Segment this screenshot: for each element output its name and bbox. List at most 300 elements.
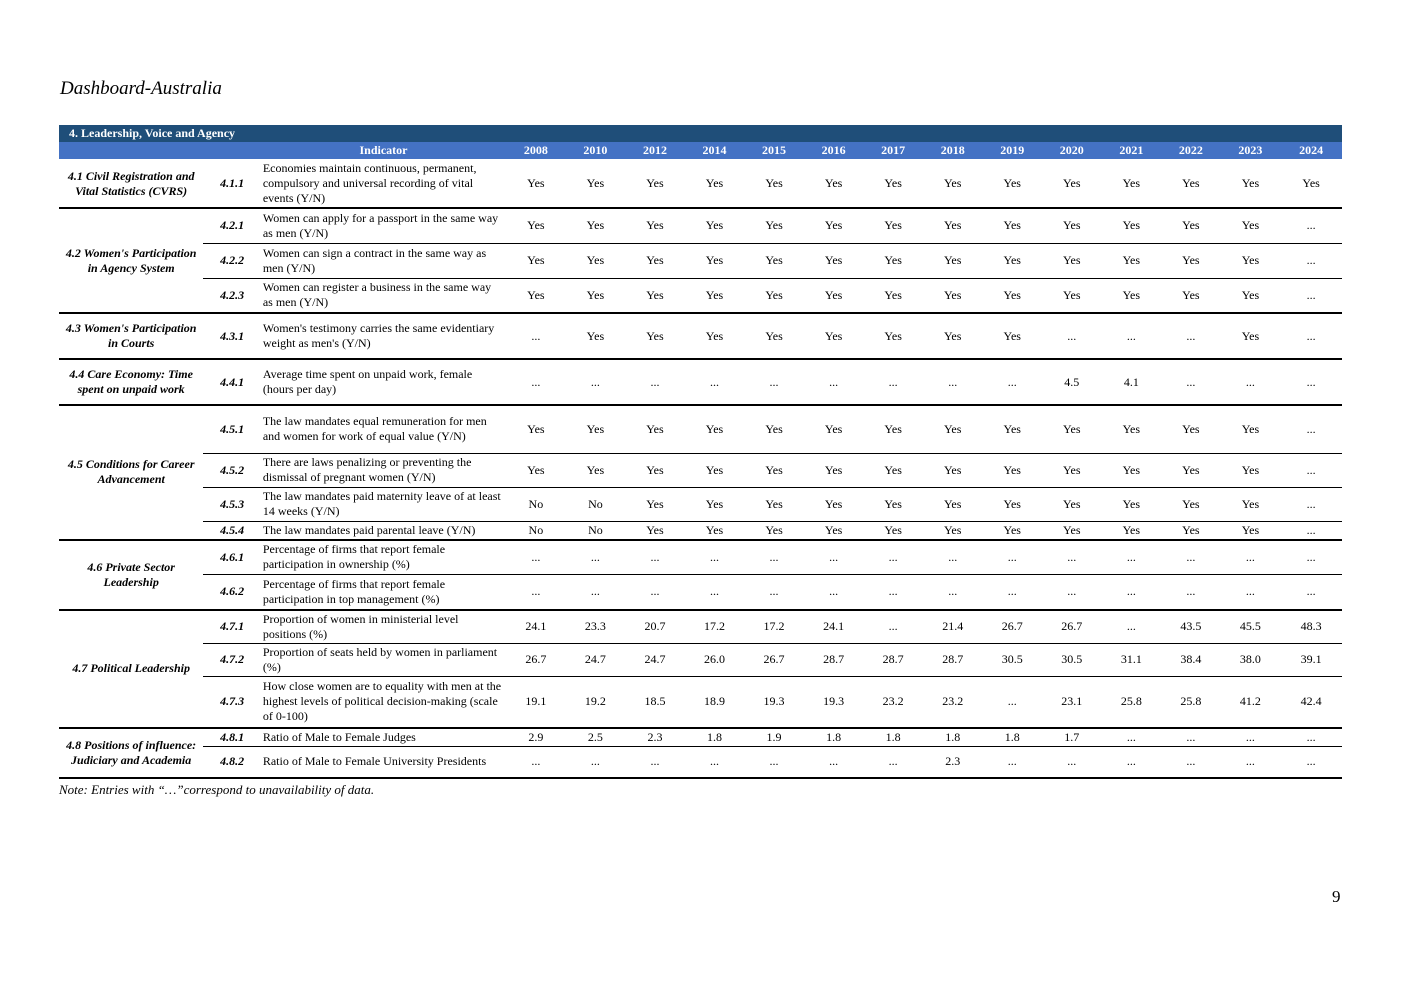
value-cell: Yes bbox=[863, 313, 923, 359]
table-row bbox=[59, 643, 1342, 676]
indicator-code: 4.2.2 bbox=[203, 243, 261, 278]
table-row bbox=[59, 243, 1342, 278]
value-cell: No bbox=[506, 487, 566, 521]
value-cell: ... bbox=[685, 359, 745, 405]
value-cell: 1.8 bbox=[982, 728, 1042, 747]
group-label: 4.8 Positions of influence: Judiciary and Academia bbox=[59, 728, 203, 778]
value-cell: 24.1 bbox=[804, 610, 864, 644]
value-cell: Yes bbox=[863, 405, 923, 453]
value-cell: 23.1 bbox=[1042, 676, 1102, 728]
value-cell: Yes bbox=[923, 278, 983, 313]
value-cell: Yes bbox=[923, 521, 983, 540]
value-cell: 26.7 bbox=[982, 610, 1042, 644]
value-cell: Yes bbox=[506, 278, 566, 313]
year-header: 2022 bbox=[1161, 142, 1221, 160]
value-cell: ... bbox=[1042, 540, 1102, 575]
value-cell: Yes bbox=[863, 243, 923, 278]
value-cell: Yes bbox=[804, 243, 864, 278]
table-row bbox=[59, 208, 1342, 243]
value-cell: 24.7 bbox=[625, 643, 685, 676]
value-cell: Yes bbox=[982, 487, 1042, 521]
value-cell: ... bbox=[982, 575, 1042, 610]
value-cell: 26.7 bbox=[506, 643, 566, 676]
indicator-description: Average time spent on unpaid work, female (hours per day) bbox=[261, 359, 506, 405]
value-cell: ... bbox=[744, 540, 804, 575]
indicator-description: Percentage of firms that report female participation in top management (%) bbox=[261, 575, 506, 610]
value-cell: 24.1 bbox=[506, 610, 566, 644]
value-cell: 41.2 bbox=[1221, 676, 1281, 728]
value-cell: ... bbox=[982, 747, 1042, 778]
indicator-table-container bbox=[59, 125, 1342, 779]
value-cell: Yes bbox=[1221, 313, 1281, 359]
value-cell: Yes bbox=[625, 313, 685, 359]
value-cell: 23.2 bbox=[863, 676, 923, 728]
value-cell: Yes bbox=[1221, 405, 1281, 453]
value-cell: Yes bbox=[1161, 487, 1221, 521]
value-cell: Yes bbox=[685, 521, 745, 540]
value-cell: Yes bbox=[625, 405, 685, 453]
table-row bbox=[59, 676, 1342, 728]
table-row bbox=[59, 160, 1342, 209]
value-cell: 45.5 bbox=[1221, 610, 1281, 644]
value-cell: 48.3 bbox=[1280, 610, 1342, 644]
year-header: 2019 bbox=[982, 142, 1042, 160]
value-cell: Yes bbox=[804, 278, 864, 313]
value-cell: ... bbox=[744, 747, 804, 778]
indicator-code: 4.5.4 bbox=[203, 521, 261, 540]
indicator-code: 4.7.3 bbox=[203, 676, 261, 728]
value-cell: Yes bbox=[863, 453, 923, 487]
value-cell: Yes bbox=[1221, 208, 1281, 243]
indicator-code: 4.5.1 bbox=[203, 405, 261, 453]
value-cell: 20.7 bbox=[625, 610, 685, 644]
section-title: 4. Leadership, Voice and Agency bbox=[59, 125, 1342, 142]
value-cell: ... bbox=[1280, 313, 1342, 359]
indicator-description: Ratio of Male to Female Judges bbox=[261, 728, 506, 747]
value-cell: 26.7 bbox=[744, 643, 804, 676]
value-cell: Yes bbox=[566, 453, 626, 487]
value-cell: 23.3 bbox=[566, 610, 626, 644]
value-cell: Yes bbox=[1102, 278, 1162, 313]
value-cell: ... bbox=[1280, 359, 1342, 405]
value-cell: Yes bbox=[506, 243, 566, 278]
group-label: 4.1 Civil Registration and Vital Statistics (CVRS) bbox=[59, 160, 203, 209]
year-header: 2008 bbox=[506, 142, 566, 160]
year-header: 2016 bbox=[804, 142, 864, 160]
value-cell: 28.7 bbox=[923, 643, 983, 676]
value-cell: 1.8 bbox=[863, 728, 923, 747]
page-number: 9 bbox=[1332, 887, 1341, 906]
value-cell: ... bbox=[1161, 359, 1221, 405]
value-cell: ... bbox=[1221, 728, 1281, 747]
value-cell: ... bbox=[566, 540, 626, 575]
value-cell: Yes bbox=[1161, 453, 1221, 487]
value-cell: ... bbox=[804, 359, 864, 405]
value-cell: Yes bbox=[923, 243, 983, 278]
value-cell: ... bbox=[1221, 359, 1281, 405]
value-cell: ... bbox=[566, 359, 626, 405]
value-cell: Yes bbox=[1221, 453, 1281, 487]
value-cell: ... bbox=[1280, 540, 1342, 575]
indicator-code: 4.5.2 bbox=[203, 453, 261, 487]
year-header: 2015 bbox=[744, 142, 804, 160]
value-cell: ... bbox=[1102, 610, 1162, 644]
value-cell: Yes bbox=[625, 521, 685, 540]
value-cell: Yes bbox=[744, 487, 804, 521]
value-cell: Yes bbox=[863, 521, 923, 540]
value-cell: ... bbox=[625, 359, 685, 405]
value-cell: Yes bbox=[685, 160, 745, 209]
indicator-description: The law mandates equal remuneration for men and women for work of equal value (Y/N) bbox=[261, 405, 506, 453]
value-cell: Yes bbox=[923, 453, 983, 487]
year-header: 2023 bbox=[1221, 142, 1281, 160]
value-cell: ... bbox=[685, 575, 745, 610]
value-cell: ... bbox=[506, 747, 566, 778]
value-cell: Yes bbox=[1102, 487, 1162, 521]
indicator-description: Proportion of seats held by women in parliament (%) bbox=[261, 643, 506, 676]
value-cell: Yes bbox=[1102, 208, 1162, 243]
value-cell: Yes bbox=[566, 243, 626, 278]
value-cell: Yes bbox=[923, 313, 983, 359]
value-cell: 30.5 bbox=[982, 643, 1042, 676]
value-cell: Yes bbox=[923, 405, 983, 453]
value-cell: Yes bbox=[625, 487, 685, 521]
value-cell: ... bbox=[1280, 243, 1342, 278]
value-cell: Yes bbox=[1221, 278, 1281, 313]
value-cell: 38.4 bbox=[1161, 643, 1221, 676]
value-cell: ... bbox=[1280, 405, 1342, 453]
value-cell: No bbox=[566, 487, 626, 521]
code-header-cell bbox=[203, 142, 261, 160]
value-cell: Yes bbox=[1042, 160, 1102, 209]
value-cell: 2.3 bbox=[923, 747, 983, 778]
value-cell: Yes bbox=[625, 208, 685, 243]
value-cell: ... bbox=[982, 676, 1042, 728]
value-cell: ... bbox=[506, 359, 566, 405]
value-cell: ... bbox=[1280, 521, 1342, 540]
value-cell: Yes bbox=[625, 160, 685, 209]
value-cell: Yes bbox=[1221, 521, 1281, 540]
value-cell: ... bbox=[685, 747, 745, 778]
indicator-code: 4.5.3 bbox=[203, 487, 261, 521]
value-cell: ... bbox=[506, 313, 566, 359]
value-cell: No bbox=[566, 521, 626, 540]
value-cell: ... bbox=[1161, 728, 1221, 747]
value-cell: 2.5 bbox=[566, 728, 626, 747]
year-header: 2018 bbox=[923, 142, 983, 160]
value-cell: Yes bbox=[744, 243, 804, 278]
value-cell: Yes bbox=[982, 521, 1042, 540]
value-cell: Yes bbox=[982, 208, 1042, 243]
value-cell: ... bbox=[982, 359, 1042, 405]
value-cell: ... bbox=[1280, 575, 1342, 610]
indicator-description: Ratio of Male to Female University Presidents bbox=[261, 747, 506, 778]
value-cell: Yes bbox=[1102, 453, 1162, 487]
indicator-code: 4.6.2 bbox=[203, 575, 261, 610]
group-label: 4.5 Conditions for Career Advancement bbox=[59, 405, 203, 540]
value-cell: Yes bbox=[982, 278, 1042, 313]
year-header: 2012 bbox=[625, 142, 685, 160]
group-header-cell bbox=[59, 142, 203, 160]
table-row bbox=[59, 278, 1342, 313]
indicator-code: 4.2.3 bbox=[203, 278, 261, 313]
value-cell: Yes bbox=[863, 487, 923, 521]
value-cell: Yes bbox=[744, 208, 804, 243]
value-cell: 2.9 bbox=[506, 728, 566, 747]
value-cell: 30.5 bbox=[1042, 643, 1102, 676]
value-cell: ... bbox=[625, 540, 685, 575]
indicator-code: 4.8.1 bbox=[203, 728, 261, 747]
value-cell: Yes bbox=[625, 278, 685, 313]
value-cell: ... bbox=[923, 359, 983, 405]
value-cell: Yes bbox=[744, 313, 804, 359]
value-cell: ... bbox=[506, 540, 566, 575]
value-cell: ... bbox=[804, 747, 864, 778]
column-header-row bbox=[59, 142, 1342, 160]
value-cell: Yes bbox=[744, 453, 804, 487]
value-cell: ... bbox=[982, 540, 1042, 575]
value-cell: Yes bbox=[923, 208, 983, 243]
table-row bbox=[59, 728, 1342, 747]
value-cell: Yes bbox=[506, 453, 566, 487]
value-cell: 25.8 bbox=[1161, 676, 1221, 728]
value-cell: 43.5 bbox=[1161, 610, 1221, 644]
value-cell: 24.7 bbox=[566, 643, 626, 676]
indicator-code: 4.8.2 bbox=[203, 747, 261, 778]
value-cell: Yes bbox=[1221, 487, 1281, 521]
value-cell: Yes bbox=[1161, 405, 1221, 453]
value-cell: Yes bbox=[506, 405, 566, 453]
value-cell: ... bbox=[1161, 540, 1221, 575]
value-cell: 42.4 bbox=[1280, 676, 1342, 728]
value-cell: Yes bbox=[1102, 521, 1162, 540]
value-cell: ... bbox=[1280, 728, 1342, 747]
value-cell: ... bbox=[1280, 487, 1342, 521]
value-cell: 19.1 bbox=[506, 676, 566, 728]
indicator-description: There are laws penalizing or preventing the dismissal of pregnant women (Y/N) bbox=[261, 453, 506, 487]
group-label: 4.6 Private Sector Leadership bbox=[59, 540, 203, 610]
value-cell: Yes bbox=[863, 208, 923, 243]
value-cell: No bbox=[506, 521, 566, 540]
value-cell: Yes bbox=[1042, 487, 1102, 521]
value-cell: 21.4 bbox=[923, 610, 983, 644]
indicator-description: The law mandates paid parental leave (Y/N) bbox=[261, 521, 506, 540]
value-cell: Yes bbox=[804, 487, 864, 521]
value-cell: Yes bbox=[1161, 208, 1221, 243]
group-label: 4.3 Women's Participation in Courts bbox=[59, 313, 203, 359]
value-cell: Yes bbox=[506, 160, 566, 209]
group-label: 4.2 Women's Participation in Agency System bbox=[59, 208, 203, 313]
value-cell: ... bbox=[566, 575, 626, 610]
value-cell: ... bbox=[744, 575, 804, 610]
value-cell: ... bbox=[1221, 575, 1281, 610]
value-cell: 1.8 bbox=[685, 728, 745, 747]
indicator-code: 4.2.1 bbox=[203, 208, 261, 243]
value-cell: ... bbox=[863, 575, 923, 610]
value-cell: ... bbox=[923, 540, 983, 575]
value-cell: Yes bbox=[1161, 278, 1221, 313]
indicator-description: The law mandates paid maternity leave of at least 14 weeks (Y/N) bbox=[261, 487, 506, 521]
table-row bbox=[59, 359, 1342, 405]
value-cell: Yes bbox=[685, 453, 745, 487]
indicator-code: 4.7.1 bbox=[203, 610, 261, 644]
year-header: 2024 bbox=[1280, 142, 1342, 160]
value-cell: 38.0 bbox=[1221, 643, 1281, 676]
value-cell: Yes bbox=[923, 487, 983, 521]
value-cell: Yes bbox=[1102, 160, 1162, 209]
year-header: 2010 bbox=[566, 142, 626, 160]
value-cell: 17.2 bbox=[685, 610, 745, 644]
value-cell: ... bbox=[1161, 575, 1221, 610]
year-header: 2017 bbox=[863, 142, 923, 160]
value-cell: Yes bbox=[685, 208, 745, 243]
value-cell: Yes bbox=[982, 160, 1042, 209]
value-cell: Yes bbox=[804, 521, 864, 540]
value-cell: ... bbox=[1280, 278, 1342, 313]
value-cell: 39.1 bbox=[1280, 643, 1342, 676]
value-cell: Yes bbox=[685, 487, 745, 521]
document-title: Dashboard-Australia bbox=[60, 78, 222, 99]
indicator-description: How close women are to equality with men at the highest levels of political decision-making (scale of 0-100) bbox=[261, 676, 506, 728]
indicator-code: 4.1.1 bbox=[203, 160, 261, 209]
value-cell: 18.5 bbox=[625, 676, 685, 728]
indicator-code: 4.3.1 bbox=[203, 313, 261, 359]
value-cell: Yes bbox=[804, 405, 864, 453]
value-cell: Yes bbox=[804, 453, 864, 487]
table-row bbox=[59, 521, 1342, 540]
value-cell: ... bbox=[1280, 453, 1342, 487]
value-cell: 19.3 bbox=[744, 676, 804, 728]
value-cell: Yes bbox=[982, 405, 1042, 453]
group-label: 4.4 Care Economy: Time spent on unpaid work bbox=[59, 359, 203, 405]
value-cell: Yes bbox=[1161, 160, 1221, 209]
value-cell: ... bbox=[1161, 747, 1221, 778]
value-cell: 4.5 bbox=[1042, 359, 1102, 405]
value-cell: 28.7 bbox=[863, 643, 923, 676]
group-label: 4.7 Political Leadership bbox=[59, 610, 203, 729]
indicator-table bbox=[59, 125, 1342, 779]
value-cell: ... bbox=[863, 359, 923, 405]
value-cell: Yes bbox=[685, 278, 745, 313]
value-cell: ... bbox=[804, 575, 864, 610]
table-row bbox=[59, 575, 1342, 610]
value-cell: ... bbox=[1102, 728, 1162, 747]
value-cell: ... bbox=[1280, 208, 1342, 243]
value-cell: Yes bbox=[685, 243, 745, 278]
value-cell: Yes bbox=[685, 405, 745, 453]
indicator-description: Women can register a business in the same way as men (Y/N) bbox=[261, 278, 506, 313]
table-note: Note: Entries with “…”correspond to unavailability of data. bbox=[59, 782, 375, 797]
value-cell: ... bbox=[863, 610, 923, 644]
value-cell: ... bbox=[923, 575, 983, 610]
indicator-code: 4.7.2 bbox=[203, 643, 261, 676]
value-cell: Yes bbox=[744, 405, 804, 453]
table-row bbox=[59, 453, 1342, 487]
value-cell: Yes bbox=[1102, 243, 1162, 278]
value-cell: Yes bbox=[1221, 243, 1281, 278]
value-cell: Yes bbox=[1102, 405, 1162, 453]
value-cell: Yes bbox=[1221, 160, 1281, 209]
value-cell: 1.7 bbox=[1042, 728, 1102, 747]
indicator-code: 4.4.1 bbox=[203, 359, 261, 405]
value-cell: Yes bbox=[566, 208, 626, 243]
value-cell: 26.7 bbox=[1042, 610, 1102, 644]
value-cell: Yes bbox=[863, 278, 923, 313]
value-cell: 26.0 bbox=[685, 643, 745, 676]
value-cell: ... bbox=[863, 540, 923, 575]
value-cell: ... bbox=[625, 575, 685, 610]
value-cell: Yes bbox=[1042, 521, 1102, 540]
value-cell: ... bbox=[506, 575, 566, 610]
value-cell: ... bbox=[1042, 575, 1102, 610]
value-cell: 19.2 bbox=[566, 676, 626, 728]
year-header: 2014 bbox=[685, 142, 745, 160]
value-cell: ... bbox=[1221, 540, 1281, 575]
value-cell: ... bbox=[625, 747, 685, 778]
section-header-row bbox=[59, 125, 1342, 142]
value-cell: ... bbox=[804, 540, 864, 575]
value-cell: 25.8 bbox=[1102, 676, 1162, 728]
value-cell: ... bbox=[1161, 313, 1221, 359]
value-cell: ... bbox=[1280, 747, 1342, 778]
value-cell: ... bbox=[1102, 313, 1162, 359]
indicator-description: Percentage of firms that report female participation in ownership (%) bbox=[261, 540, 506, 575]
value-cell: 18.9 bbox=[685, 676, 745, 728]
indicator-header: Indicator bbox=[261, 142, 506, 160]
value-cell: 1.9 bbox=[744, 728, 804, 747]
value-cell: Yes bbox=[566, 160, 626, 209]
value-cell: Yes bbox=[1042, 278, 1102, 313]
table-row bbox=[59, 610, 1342, 644]
value-cell: Yes bbox=[566, 405, 626, 453]
value-cell: Yes bbox=[982, 243, 1042, 278]
value-cell: Yes bbox=[566, 313, 626, 359]
value-cell: Yes bbox=[1042, 453, 1102, 487]
value-cell: Yes bbox=[1280, 160, 1342, 209]
value-cell: 1.8 bbox=[923, 728, 983, 747]
value-cell: Yes bbox=[804, 313, 864, 359]
value-cell: 4.1 bbox=[1102, 359, 1162, 405]
table-body bbox=[59, 160, 1342, 778]
value-cell: Yes bbox=[1042, 243, 1102, 278]
value-cell: 2.3 bbox=[625, 728, 685, 747]
value-cell: Yes bbox=[804, 208, 864, 243]
value-cell: 19.3 bbox=[804, 676, 864, 728]
value-cell: Yes bbox=[744, 160, 804, 209]
value-cell: Yes bbox=[982, 453, 1042, 487]
table-row bbox=[59, 405, 1342, 453]
year-header: 2020 bbox=[1042, 142, 1102, 160]
value-cell: Yes bbox=[1161, 521, 1221, 540]
value-cell: 1.8 bbox=[804, 728, 864, 747]
value-cell: Yes bbox=[744, 278, 804, 313]
value-cell: ... bbox=[685, 540, 745, 575]
table-row bbox=[59, 747, 1342, 778]
value-cell: 31.1 bbox=[1102, 643, 1162, 676]
value-cell: ... bbox=[1102, 747, 1162, 778]
year-header: 2021 bbox=[1102, 142, 1162, 160]
value-cell: ... bbox=[1102, 540, 1162, 575]
value-cell: Yes bbox=[863, 160, 923, 209]
value-cell: Yes bbox=[506, 208, 566, 243]
indicator-description: Women can sign a contract in the same way as men (Y/N) bbox=[261, 243, 506, 278]
value-cell: Yes bbox=[1042, 208, 1102, 243]
value-cell: ... bbox=[863, 747, 923, 778]
value-cell: ... bbox=[1042, 747, 1102, 778]
indicator-description: Women's testimony carries the same evidentiary weight as men's (Y/N) bbox=[261, 313, 506, 359]
value-cell: 17.2 bbox=[744, 610, 804, 644]
indicator-description: Women can apply for a passport in the same way as men (Y/N) bbox=[261, 208, 506, 243]
